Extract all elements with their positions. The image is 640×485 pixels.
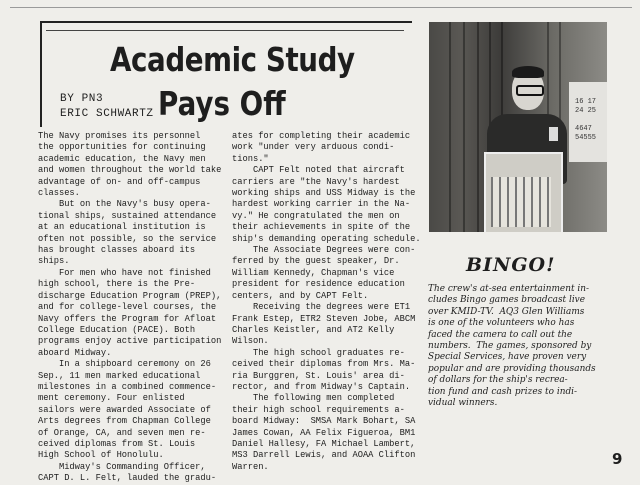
bingo-heading: BINGO! (466, 254, 556, 276)
glasses (516, 85, 544, 96)
article-column-2: ates for completing their academic work "under very arduous condi- tions." CAPT Felt noted that aircraft carriers are "the Navy's hardest working ships and USS Midway is the hardest working carrier in the Na- vy." He congratulated the men on their achievements in spite of the ship's demanding operating schedule. The Associate Degrees were con- ferred by the guest speaker, Dr. William Kennedy, Chapman's vice president for residence education centers, and by CAPT Felt. Receiving the degrees were ET1 Frank Estep, ETR2 Steven Jobe, ABCM Charles Keistler, and AT2 Kelly Wilson. The high school graduates re- ceived their diplomas from Mrs. Ma- ria Burggren, St. Louis' area di- rector, and from Midway's Captain. The following men completed their high school requirements a- board Midway: SMSA Mark Bohart, SA James Cowan, AA Felix Figueroa, BM1 Daniel Hallesy, FA Michael Lambert, MS3 Darrell Lewis, and AOAA Clifton Warren. (232, 130, 421, 472)
page-number: 9 (612, 450, 623, 468)
sailor-hair (512, 66, 544, 78)
curtain-fold (449, 22, 451, 232)
bingo-caption: The crew's at-sea entertainment in- cludes Bingo games broadcast live over KMID-TV. AQ3 Glen Williams is one of the volunteers who has faced the camera to call out the numbers. The games, sponsored by Special Services, have proven very popular and are providing thousands of dollars for the ship's recrea- tion fund and cash prizes to indi- vidual winners. (428, 283, 596, 409)
byline-rank: BY PN3 (60, 93, 104, 105)
bingo-board-numbers: 16 17 24 25 4647 54555 (575, 98, 597, 142)
article-column-1: The Navy promises its personnel the opportunities for continuing academic education, the Navy men and women throughout the world take advantage of on- and off-campus classes. But on the Navy's busy opera- tional ships, sustained attendance at an educational institution is often not possible, so the service has brought classes aboard its ships. For men who have not finished high school, there is the Pre- discharge Education Program (PREP), and for college-level courses, the Navy offers the Program for Afloat College Education (PACE). Both programs enjoy active participation aboard Midway. In a shipboard ceremony on 26 Sep., 11 men marked educational milestones in a combined commence- ment ceremony. Four enlisted sailors were awarded Associate of Arts degrees from Chapman College of Orange, CA, and seven men re- ceived diplomas from St. Louis High School of Honolulu. Midway's Commanding Officer, CAPT D. L. Felt, lauded the gradu- (38, 130, 222, 484)
curtain-fold (463, 22, 465, 232)
top-rule (10, 7, 632, 8)
bingo-cage-bars (491, 177, 551, 227)
byline-author: ERIC SCHWARTZ (60, 108, 154, 120)
headline-line-1: Academic Study (110, 40, 355, 79)
headline-rule (46, 30, 404, 31)
headline-line-2: Pays Off (158, 84, 286, 123)
bingo-photo (429, 22, 607, 232)
sleeve-patch (549, 127, 558, 141)
curtain-fold (477, 22, 479, 232)
byline (60, 92, 154, 122)
